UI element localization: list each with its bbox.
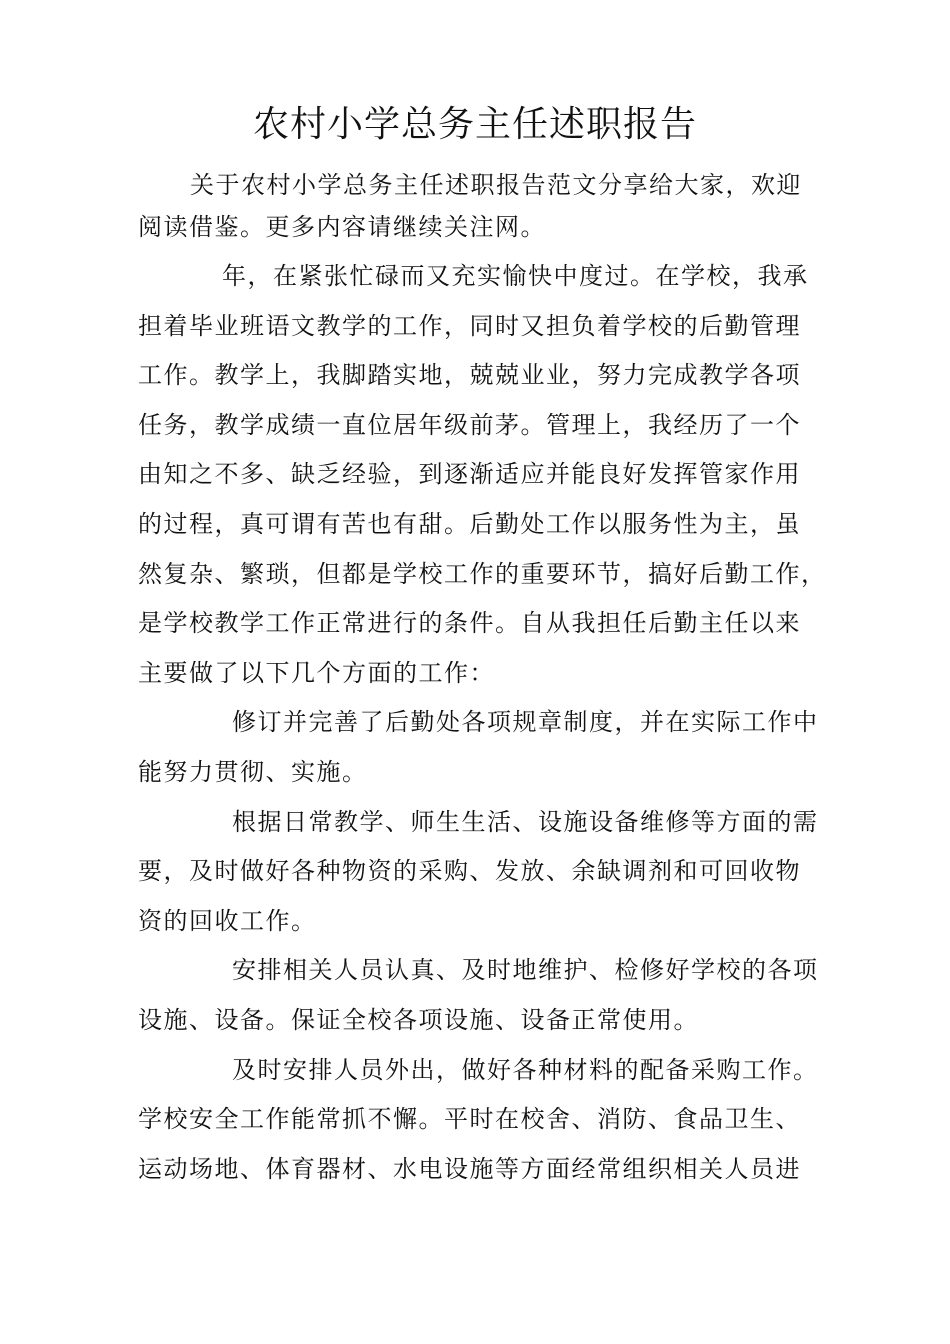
paragraph-2-line-2: 能努力贯彻、实施。 <box>138 757 368 786</box>
paragraph-1-line-5: 由知之不多、缺乏经验，到逐渐适应并能良好发挥管家作用 <box>138 460 801 489</box>
intro-line-1: 关于农村小学总务主任述职报告范文分享给大家，欢迎 <box>190 171 802 199</box>
paragraph-1-line-8: 是学校教学工作正常进行的条件。自从我担任后勤主任以来 <box>138 609 801 638</box>
paragraph-1-line-2: 担着毕业班语文教学的工作，同时又担负着学校的后勤管理 <box>138 311 801 340</box>
paragraph-3-line-1: 根据日常教学、师生生活、设施设备维修等方面的需 <box>232 807 819 836</box>
paragraph-1-line-9: 主要做了以下几个方面的工作： <box>138 658 495 687</box>
paragraph-1-line-6: 的过程，真可谓有苦也有甜。后勤处工作以服务性为主，虽 <box>138 509 801 538</box>
paragraph-5-line-1: 及时安排人员外出，做好各种材料的配备采购工作。 <box>232 1055 819 1084</box>
paragraph-2-line-1: 修订并完善了后勤处各项规章制度，并在实际工作中 <box>232 708 819 737</box>
paragraph-1-line-3: 工作。教学上，我脚踏实地，兢兢业业，努力完成教学各项 <box>138 361 801 390</box>
paragraph-3-line-3: 资的回收工作。 <box>138 906 317 935</box>
paragraph-3-line-2: 要，及时做好各种物资的采购、发放、余缺调剂和可回收物 <box>138 857 801 886</box>
paragraph-5-line-2: 学校安全工作能常抓不懈。平时在校舍、消防、食品卫生、 <box>138 1105 801 1134</box>
paragraph-5-line-3: 运动场地、体育器材、水电设施等方面经常组织相关人员进 <box>138 1154 801 1183</box>
paragraph-4-line-1: 安排相关人员认真、及时地维护、检修好学校的各项 <box>232 956 819 985</box>
paragraph-1-line-7: 然复杂、繁琐，但都是学校工作的重要环节，搞好后勤工作， <box>138 559 827 588</box>
intro-line-2: 阅读借鉴。更多内容请继续关注网。 <box>138 213 546 241</box>
paragraph-1-line-4: 任务，教学成绩一直位居年级前茅。管理上，我经历了一个 <box>138 410 801 439</box>
document-title: 农村小学总务主任述职报告 <box>252 104 697 145</box>
paragraph-4-line-2: 设施、设备。保证全校各项设施、设备正常使用。 <box>138 1005 699 1034</box>
paragraph-1-line-1: 年，在紧张忙碌而又充实愉快中度过。在学校，我承 <box>222 262 809 290</box>
document-body <box>138 164 830 1194</box>
